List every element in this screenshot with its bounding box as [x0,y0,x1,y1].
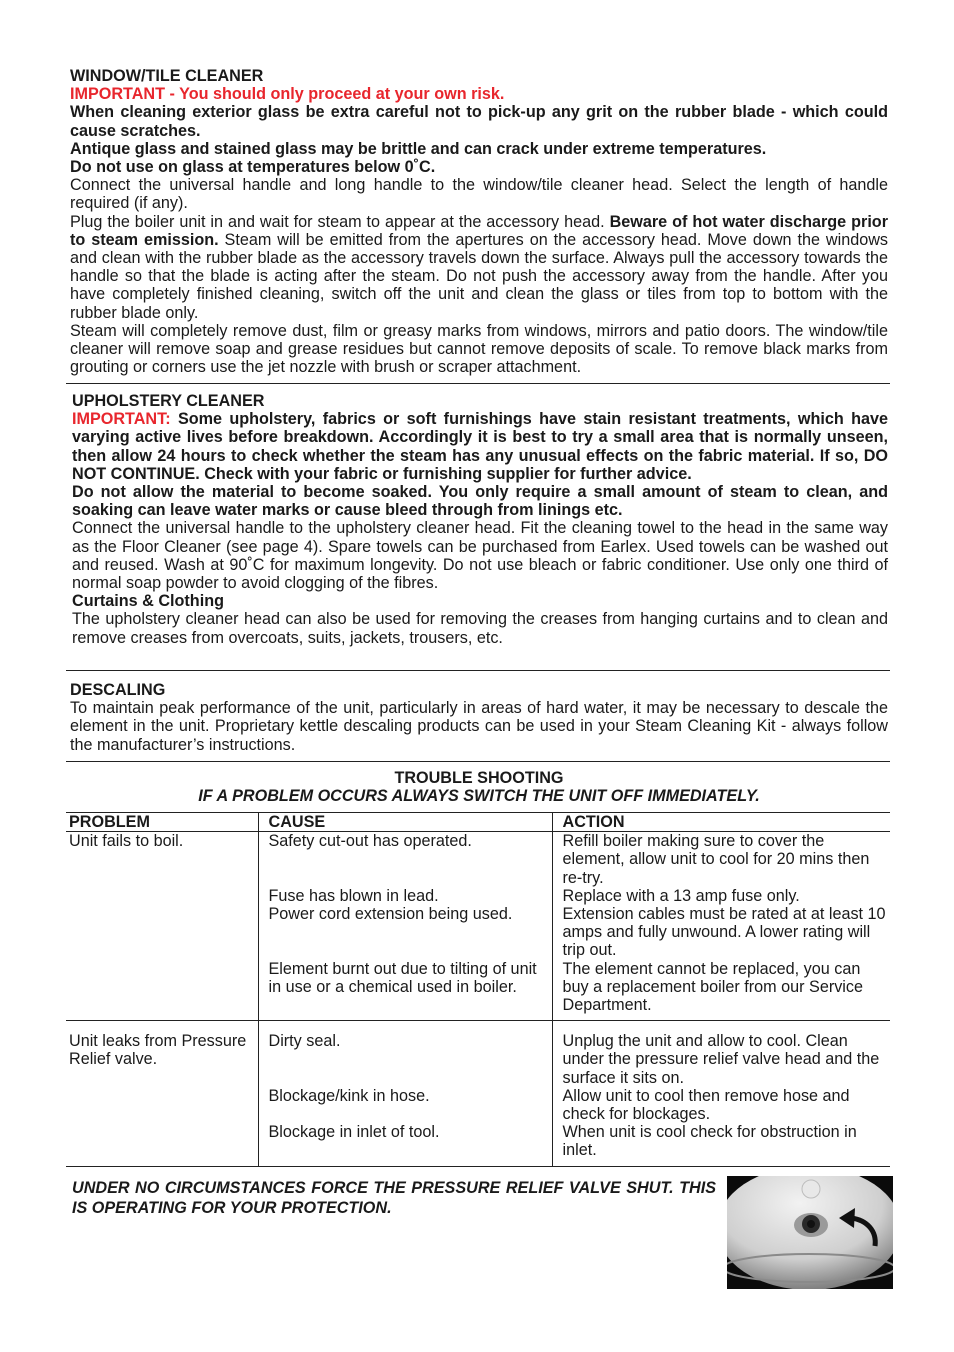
trouble-shooting-subtitle: IF A PROBLEM OCCURS ALWAYS SWITCH THE UNIT OFF IMMEDIATELY. [198,787,760,806]
valve-illustration [727,1176,893,1289]
divider [66,383,890,384]
problem-cell: Unit leaks from Pressure Relief valve. [66,1021,258,1166]
trouble-shooting-table [66,812,890,1167]
window-tile-warning-3: Do not use on glass at temperatures below 0˚C. [70,158,436,177]
divider [66,670,890,671]
window-tile-section [70,67,888,376]
upholstery-warning: Do not allow the material to become soaked. You only require a small amount of steam to clean, and soaking can leave water marks or cause bleed through from linings etc. [72,483,888,520]
upholstery-heading: UPHOLSTERY CLEANER [72,392,265,410]
upholstery-section [72,392,888,647]
action-cell: Refill boiler making sure to cover the element, allow unit to cool for 20 mins then re-try. Replace with a 13 amp fuse only. Extension cables must be rated at at least 10 amps and fully unwound. A lower rating will trip out. The element cannot be replaced, you can buy a replacement boiler from our Service Department. [552,832,890,1021]
upholstery-paragraph-2: The upholstery cleaner head can also be used for removing the creases from hanging curtains and to clean and remove creases from overcoats, suits, jackets, trousers, etc. [72,610,888,647]
upholstery-paragraph-1: Connect the universal handle to the upholstery cleaner head. Fit the cleaning towel to the head in the same way as the Floor Cleaner (see page 4). Spare towels can be purchased from Earlex. Used towels can be washed out and reused. Wash at 90˚C for maximum longevity. Do not use bleach or fabric conditioner. Use only one third of normal soap powder to avoid clogging of the fibres. [72,519,888,593]
problem-cell: Unit fails to boil. [69,832,184,851]
descaling-section [70,681,888,754]
table-row [66,1021,890,1166]
action-cell: Unplug the unit and allow to cool. Clean under the pressure relief valve head and the surface it sits on. Allow unit to cool then remove hose and check for blockages. When unit is cool check for obstruction in inlet. [552,1021,890,1166]
column-header-cause: CAUSE [258,813,552,832]
window-tile-paragraph-3: Steam will completely remove dust, film or greasy marks from windows, mirrors and patio doors. The window/tile cleaner will remove soap and grease residues but cannot remove deposits of scale. To remove black marks from grouting or corners use the jet nozzle with brush or scraper attachment. [70,321,888,377]
trouble-shooting-header [70,769,888,805]
divider [66,761,890,762]
descaling-heading: DESCALING [70,681,166,699]
window-tile-warning-2: Antique glass and stained glass may be brittle and can crack under extreme temperatures. [70,139,767,158]
table-header-row [66,813,890,832]
pressure-relief-valve-photo [727,1176,893,1289]
window-tile-important: IMPORTANT - You should only proceed at your own risk. [70,85,505,104]
cause-cell: Safety cut-out has operated. Fuse has blown in lead. Power cord extension being used. Element burnt out due to tilting of unit in use or a chemical used in boiler. [258,832,552,1021]
column-header-problem: PROBLEM [66,813,258,832]
window-tile-heading: WINDOW/TILE CLEANER [70,67,264,85]
upholstery-important: IMPORTANT: Some upholstery, fabrics or soft furnishings have stain resistant treatments, which have varying active lives before breakdown. Accordingly it is best to try a small area that is normally unseen, then allow 24 hours to check whether the steam has any unusual effects on the fabric material. If so, DO NOT CONTINUE. Check with your fabric or furnishing supplier for further advice. [72,410,888,483]
window-tile-paragraph-1: Connect the universal handle and long handle to the window/tile cleaner head. Select the length of handle required (if any). [70,176,888,213]
pressure-valve-warning: UNDER NO CIRCUMSTANCES FORCE THE PRESSURE RELIEF VALVE SHUT. THIS IS OPERATING FOR YOUR PROTECTION. [72,1179,716,1217]
descaling-paragraph: To maintain peak performance of the unit, particularly in areas of hard water, it may be necessary to descale the element in the unit. Proprietary kettle descaling products can be used in your Steam Cleaning Kit - always follow the manufacturer’s instructions. [70,699,888,754]
window-tile-warning-1: When cleaning exterior glass be extra careful not to pick-up any grit on the rubber blade - which could cause scratches. [70,103,888,140]
curtains-subheading: Curtains & Clothing [72,592,224,611]
cause-cell: Dirty seal. Blockage/kink in hose. Blockage in inlet of tool. [258,1021,552,1166]
trouble-shooting-title: TROUBLE SHOOTING [394,769,564,787]
table-row [66,832,890,1021]
window-tile-paragraph-2: Plug the boiler unit in and wait for steam to appear at the accessory head. Beware of hot water discharge prior to steam emission. Steam will be emitted from the apertures on the accessory head. Move down the windows and clean with the rubber blade as the accessory travels down the surface. Always pull the accessory towards the handle so that the blade is acting after the steam. Do not push the accessory away from the handle. After you have completely finished cleaning, switch off the unit and clean the glass or tiles from top to bottom with the rubber blade only. [70,212,888,322]
column-header-action: ACTION [552,813,890,832]
